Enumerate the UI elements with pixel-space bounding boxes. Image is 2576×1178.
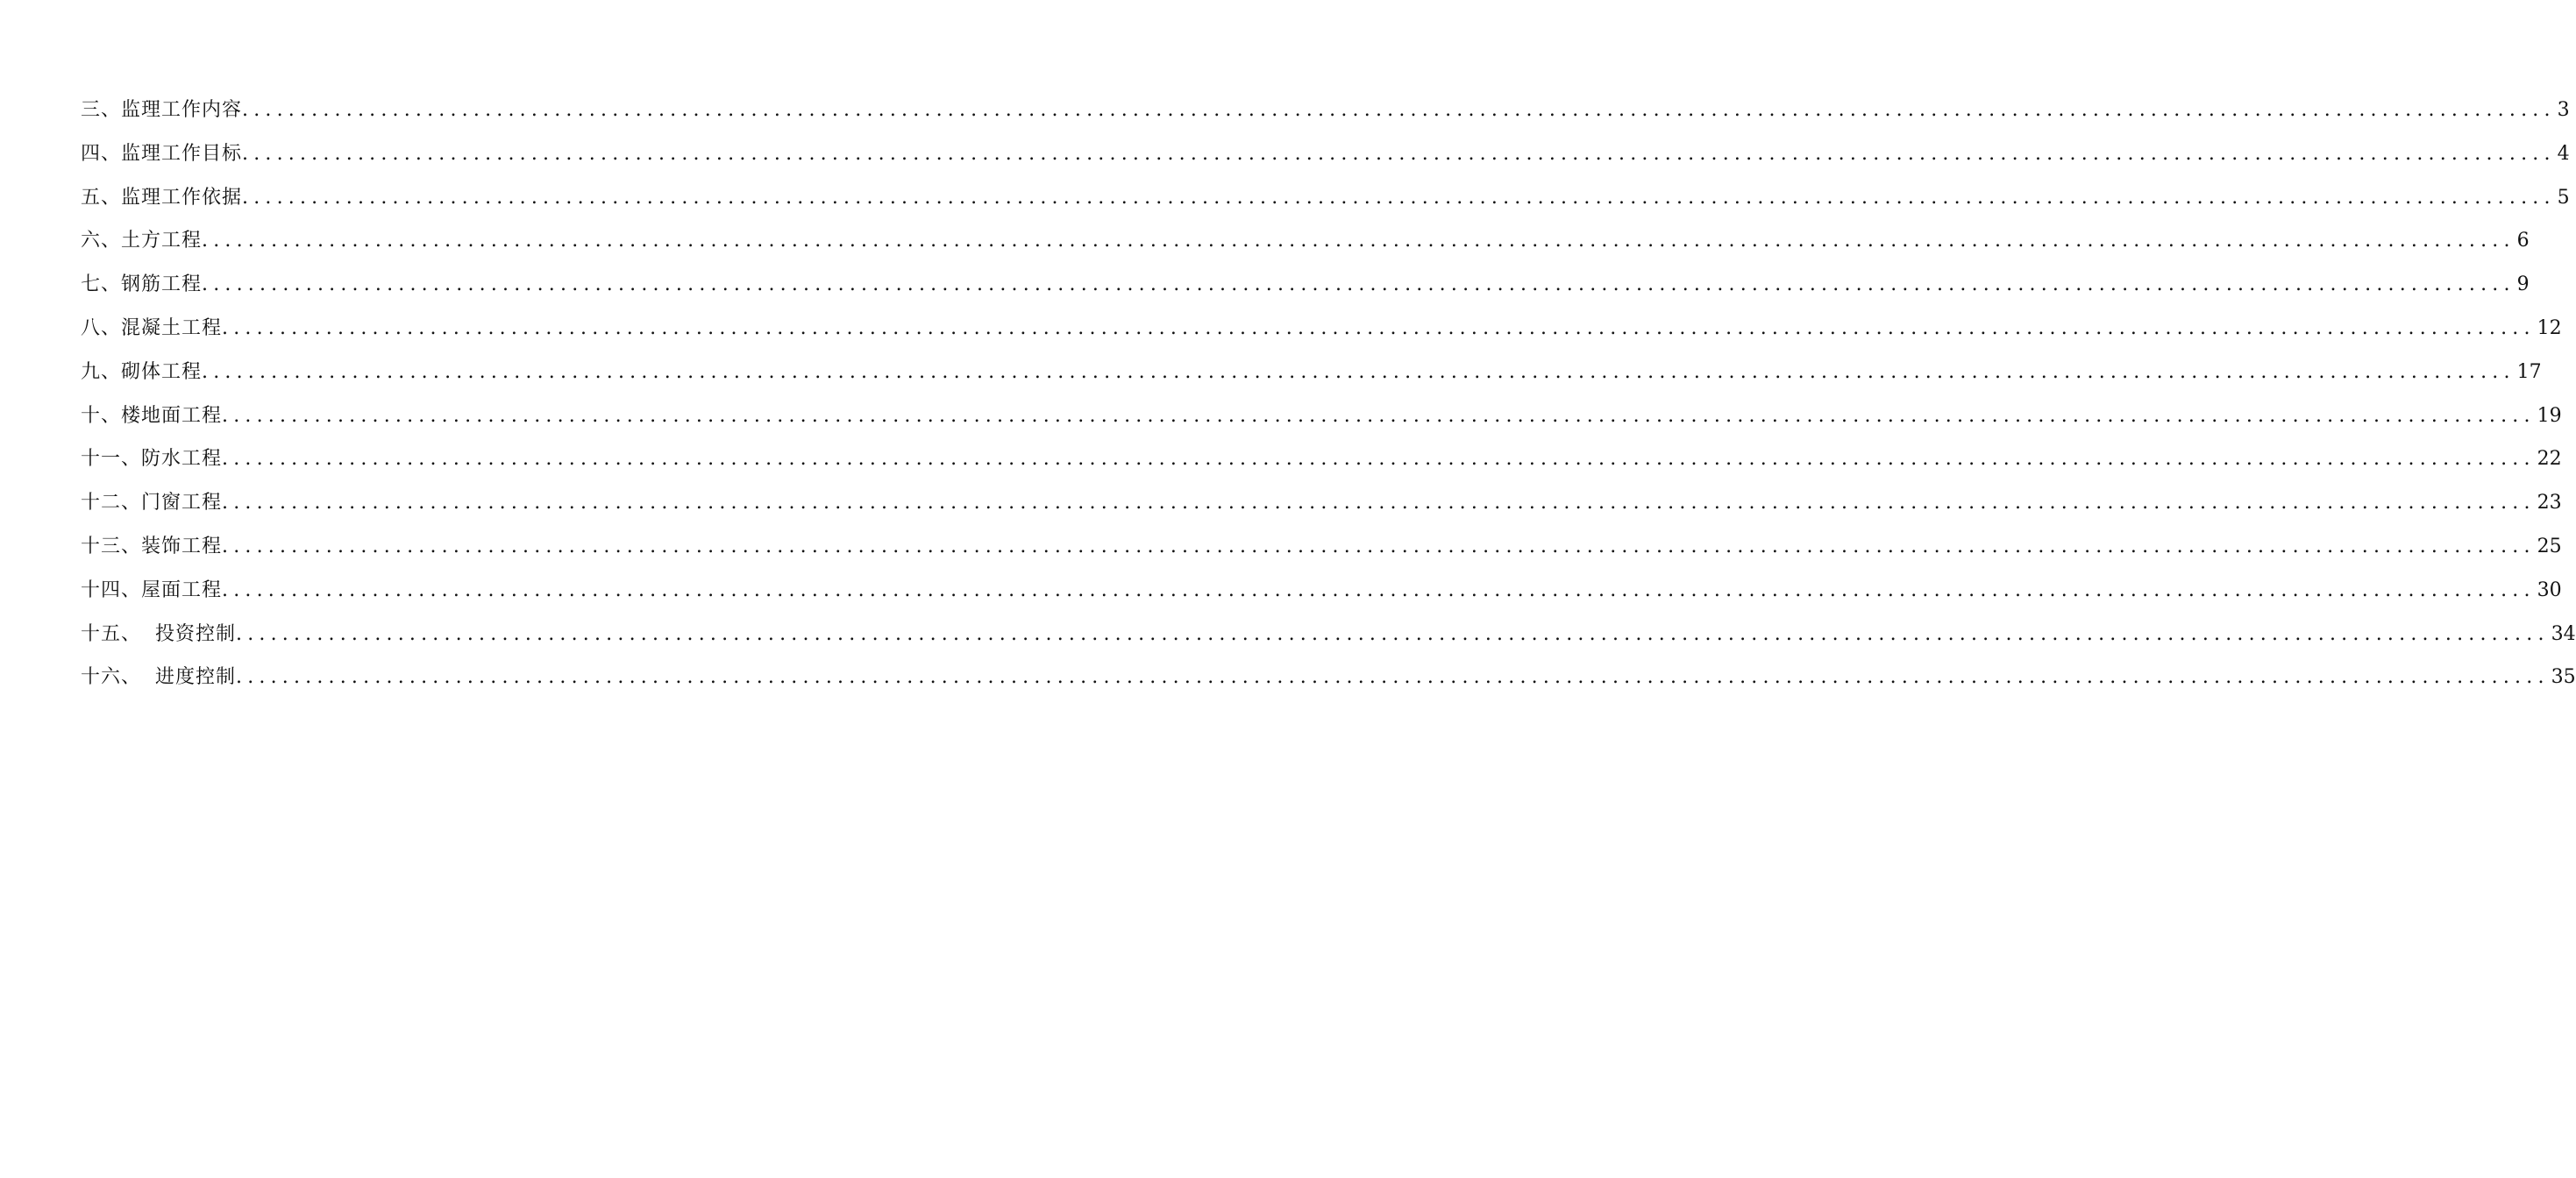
toc-entry-page: 9 (2516, 273, 2530, 296)
toc-entry-title: 七、钢筋工程 (81, 273, 203, 296)
toc-dot-leader: ........................................................................................................................................................................................................ (222, 535, 2536, 557)
toc-dot-leader: ........................................................................................................................................................................................................ (242, 186, 2556, 209)
toc-entry-title: 四、监理工作目标 (81, 142, 243, 165)
toc-entry-page: 6 (2516, 230, 2530, 252)
toc-entry-title: 八、混凝土工程 (81, 316, 223, 339)
toc-dot-leader: ........................................................................................................................................................................................................ (242, 99, 2556, 121)
toc-entry-title: 十六、 进度控制 (81, 666, 236, 689)
toc-entry-page: 17 (2516, 360, 2542, 383)
toc-entry-title: 十、楼地面工程 (81, 404, 223, 427)
toc-entry-title: 十五、 投资控制 (81, 622, 236, 645)
toc-dot-leader: ........................................................................................................................................................................................................ (202, 273, 2516, 296)
toc-dot-leader: ........................................................................................................................................................................................................ (236, 666, 2550, 689)
toc-entry-title: 十三、装饰工程 (81, 535, 223, 557)
toc-entry-title: 三、监理工作内容 (81, 99, 243, 121)
toc-entry[interactable] (81, 397, 2562, 441)
toc-entry[interactable] (81, 135, 2570, 179)
toc-entry[interactable] (81, 571, 2562, 615)
toc-entry[interactable] (81, 309, 2562, 353)
toc-entry[interactable] (81, 222, 2530, 266)
toc-dot-leader: ........................................................................................................................................................................................................ (236, 622, 2550, 645)
toc-entry-page: 23 (2537, 492, 2562, 514)
toc-entry[interactable] (81, 353, 2542, 397)
toc-entry-title: 十二、门窗工程 (81, 492, 223, 514)
toc-entry-page: 35 (2551, 666, 2576, 689)
toc-entry-page: 30 (2537, 578, 2562, 601)
toc-entry[interactable] (81, 91, 2570, 135)
toc-dot-leader: ........................................................................................................................................................................................................ (222, 404, 2536, 427)
toc-entry-page: 22 (2537, 448, 2562, 471)
toc-entry-title: 五、监理工作依据 (81, 186, 243, 209)
toc-entry-title: 十四、屋面工程 (81, 578, 223, 601)
table-of-contents (81, 91, 2576, 702)
toc-dot-leader: ........................................................................................................................................................................................................ (202, 360, 2516, 383)
toc-entry-page: 3 (2557, 99, 2570, 121)
toc-dot-leader: ........................................................................................................................................................................................................ (222, 316, 2536, 339)
toc-entry[interactable] (81, 528, 2562, 571)
toc-entry-page: 12 (2537, 316, 2562, 339)
toc-entry-page: 25 (2537, 535, 2562, 557)
toc-entry-title: 九、砌体工程 (81, 360, 203, 383)
toc-entry[interactable] (81, 484, 2562, 528)
toc-entry[interactable] (81, 179, 2570, 223)
toc-entry[interactable] (81, 266, 2530, 309)
toc-entry-page: 4 (2557, 142, 2570, 165)
toc-dot-leader: ........................................................................................................................................................................................................ (202, 230, 2516, 252)
toc-entry[interactable] (81, 615, 2576, 659)
toc-entry-title: 十一、防水工程 (81, 448, 223, 471)
toc-dot-leader: ........................................................................................................................................................................................................ (222, 492, 2536, 514)
toc-dot-leader: ........................................................................................................................................................................................................ (222, 448, 2536, 471)
toc-entry[interactable] (81, 658, 2576, 702)
toc-entry-title: 六、土方工程 (81, 230, 203, 252)
toc-dot-leader: ........................................................................................................................................................................................................ (222, 578, 2536, 601)
toc-entry-page: 19 (2537, 404, 2562, 427)
toc-dot-leader: ........................................................................................................................................................................................................ (242, 142, 2556, 165)
toc-entry-page: 34 (2551, 622, 2576, 645)
toc-entry[interactable] (81, 440, 2562, 484)
toc-entry-page: 5 (2557, 186, 2570, 209)
